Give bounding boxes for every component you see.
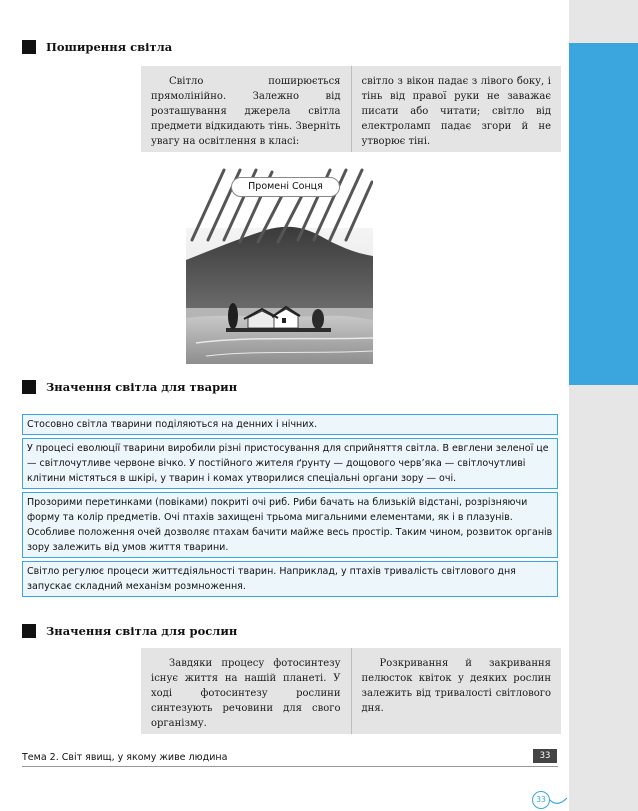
info-box-light-propagation [141, 66, 561, 152]
side-tab [569, 43, 638, 385]
square-bullet-icon [22, 624, 36, 638]
footer-topic: Тема 2. Світ явищ, у якому живе людина [22, 752, 228, 763]
info-column-left: Завдяки процесу фотосинтезу існує життя на нашій планеті. У ході фотосинтезу рослини синтезують речовини для свого організму. [151, 658, 341, 729]
section-title: Поширення світла [46, 40, 173, 54]
sun-rays-label: Промені Сонця [231, 177, 340, 197]
mountain-landscape-illustration [186, 168, 373, 364]
fact-item: Світло регулює процеси життєдіяльності тварин. Наприклад, у птахів тривалість світлового дня запускає складний механізм розмноження. [22, 561, 558, 597]
info-column-left: Світло поширюється прямолінійно. Залежно від розташування джерела світла предмети відкидають тінь. Зверніть увагу на освітлення в класі: [151, 76, 341, 147]
square-bullet-icon [22, 40, 36, 54]
fact-item: У процесі еволюції тварини виробили різні пристосування для сприйняття світла. В евглени зеленої це — світлочутливе червоне вічко. У постійного жителя ґрунту — дощового черв’яка — світлочутливі клітини містяться в шкірі, у тварин і комах утворилися спеціальні органи зору — очі. [22, 438, 558, 489]
info-column-right: світло з вікон падає з лівого боку, і тінь від правої руки не заважає писати або читати; світло від електроламп падає згори й не утворює тіні. [351, 66, 562, 152]
footer-page-badge: 33 [533, 749, 557, 763]
section-title: Значення світла для рослин [46, 624, 238, 638]
section-heading-light-propagation [22, 40, 172, 54]
footer-divider [22, 766, 558, 767]
corner-page-number: 33 [532, 791, 550, 809]
section-heading-plants [22, 624, 237, 638]
animal-facts-list [22, 414, 558, 600]
fact-item: Прозорими перетинками (повіками) покриті очі риб. Риби бачать на близькій відстані, розрізняючи форму та колір предметів. Очі птахів захищені трьома мигальними елементами, як і в плазунів. Особливе положення очей дозволяє птахам бачити майже весь простір. Таким чином, розвиток органів зору залежить від умов життя тварини. [22, 492, 558, 558]
section-heading-animals [22, 380, 237, 394]
square-bullet-icon [22, 380, 36, 394]
info-column-right: Розкривання й закривання пелюсток квіток у деяких рослин залежить від тривалості світлового дня. [351, 648, 562, 734]
corner-swoosh-icon [549, 796, 567, 806]
info-box-plants [141, 648, 561, 734]
fact-item: Стосовно світла тварини поділяються на денних і нічних. [22, 414, 558, 435]
section-title: Значення світла для тварин [46, 380, 238, 394]
